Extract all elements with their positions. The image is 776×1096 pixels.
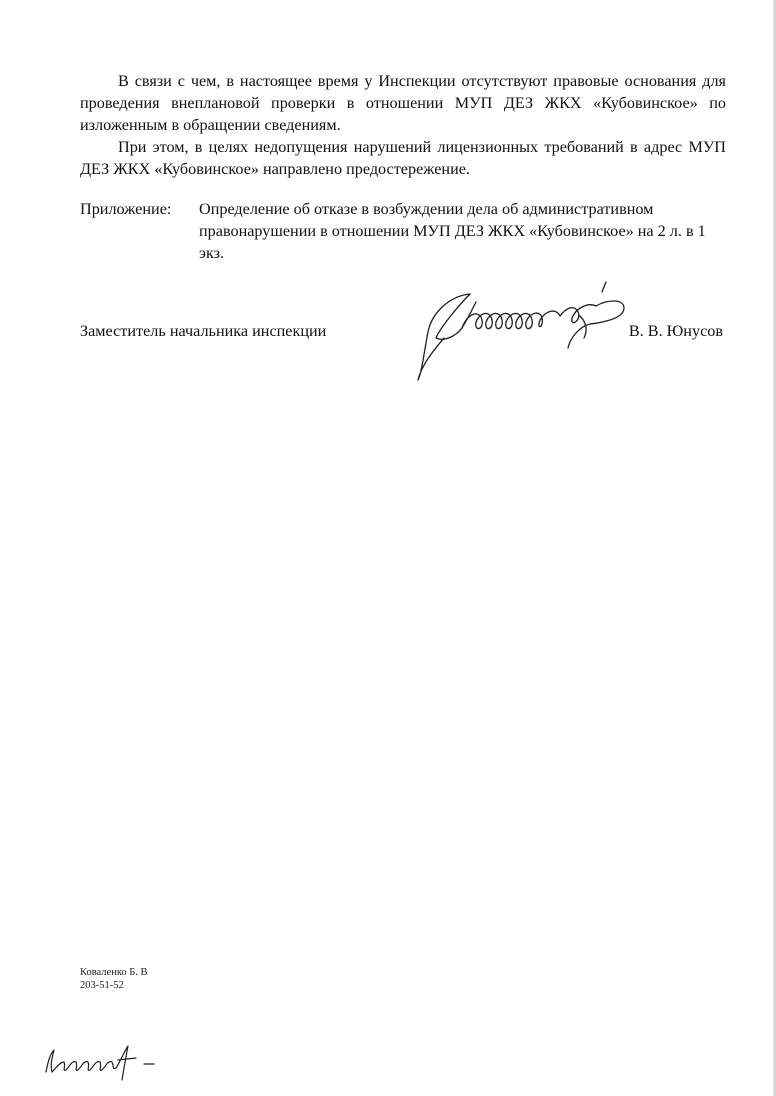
handwritten-initials [40, 1038, 170, 1084]
appendix-text: Определение об отказе в возбуждении дела об административном правонарушении в отношении МУП ДЕЗ ЖКХ «Кубовинское» на 2 л. в 1 экз. [199, 200, 706, 262]
executor-phone: 203-51-52 [80, 980, 124, 991]
executor-name: Коваленко Б. В [80, 967, 148, 978]
handwritten-signature [410, 272, 640, 392]
signatory-position: Заместитель начальника инспекции [80, 322, 327, 340]
appendix-label: Приложение: [80, 200, 172, 218]
signatory-name: В. В. Юнусов [628, 322, 723, 340]
paragraph-warning-issued: При этом, в целях недопущения нарушений лицензионных требований в адрес МУП ДЕЗ ЖКХ «Кубовинское» направлено предостережение. [80, 138, 726, 178]
paragraph-no-grounds: В связи с чем, в настоящее время у Инспекции отсутствуют правовые основания для проведения внеплановой проверки в отношении МУП ДЕЗ ЖКХ «Кубовинское» по изложенным в обращении сведениям. [80, 72, 726, 134]
executor-block [80, 966, 148, 992]
